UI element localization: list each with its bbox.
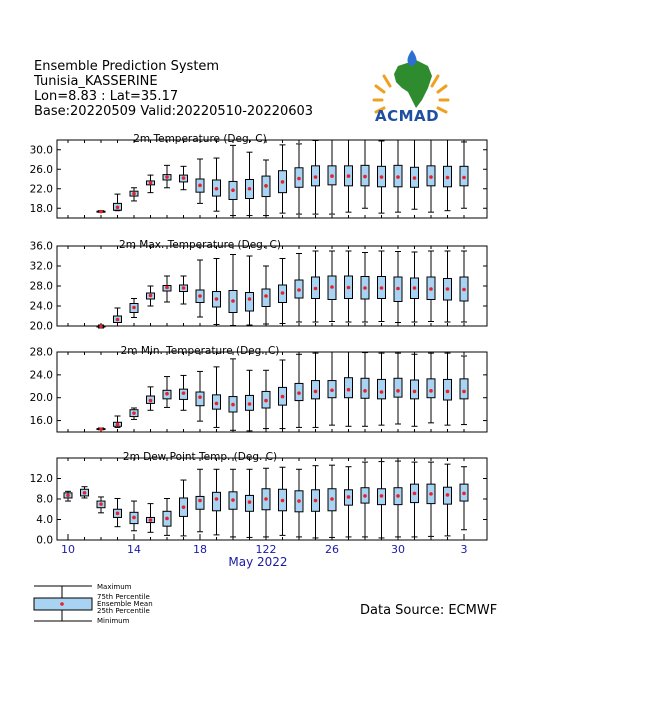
mean-marker xyxy=(363,389,367,393)
mean-marker xyxy=(396,175,400,179)
mean-marker xyxy=(165,392,169,396)
legend-mean-marker xyxy=(60,602,64,606)
mean-marker xyxy=(380,175,384,179)
mean-marker xyxy=(297,499,301,503)
mean-marker xyxy=(132,411,136,415)
mean-marker xyxy=(116,318,120,322)
y-tick-label: 24.0 xyxy=(29,369,53,382)
mean-marker xyxy=(446,176,450,180)
mean-marker xyxy=(248,187,252,191)
mean-marker xyxy=(446,390,450,394)
mean-marker xyxy=(182,176,186,180)
y-tick-label: 18.0 xyxy=(29,202,53,215)
mean-marker xyxy=(99,502,103,506)
mean-marker xyxy=(462,390,466,394)
mean-marker xyxy=(132,516,136,520)
mean-marker xyxy=(149,181,153,185)
mean-marker xyxy=(99,427,103,431)
mean-marker xyxy=(330,174,334,178)
mean-marker xyxy=(281,180,285,184)
mean-marker xyxy=(396,287,400,291)
mean-marker xyxy=(281,499,285,503)
header-line-2: Tunisia_KASSERINE xyxy=(34,74,158,89)
iqr-box xyxy=(361,378,369,398)
mean-marker xyxy=(330,285,334,289)
legend-label-p25: 25th Percentile xyxy=(97,607,150,615)
mean-marker xyxy=(462,492,466,496)
mean-marker xyxy=(182,286,186,290)
mean-marker xyxy=(297,391,301,395)
y-tick-label: 8.0 xyxy=(36,493,53,506)
mean-marker xyxy=(380,494,384,498)
legend-label-p75: 75th Percentile xyxy=(97,593,150,601)
mean-marker xyxy=(347,495,351,499)
mean-marker xyxy=(132,192,136,196)
panel-title: 2m Max. Temperature (Deg. C) xyxy=(119,239,281,251)
mean-marker xyxy=(99,210,103,214)
x-tick-label: 14 xyxy=(127,543,141,556)
y-tick-label: 20.0 xyxy=(29,392,53,405)
mean-marker xyxy=(314,499,318,503)
panel-frame xyxy=(57,352,487,432)
mean-marker xyxy=(347,174,351,178)
x-month-label: May 2022 xyxy=(228,555,288,569)
header-line-1: Ensemble Prediction System xyxy=(34,59,220,74)
mean-marker xyxy=(198,395,202,399)
mean-marker xyxy=(314,175,318,179)
mean-marker xyxy=(462,176,466,180)
y-tick-label: 4.0 xyxy=(36,514,53,526)
legend-label-mean: Ensemble Mean xyxy=(97,600,153,608)
mean-marker xyxy=(413,286,417,290)
mean-marker xyxy=(198,499,202,503)
mean-marker xyxy=(347,388,351,392)
mean-marker xyxy=(215,402,219,406)
mean-marker xyxy=(165,286,169,290)
mean-marker xyxy=(231,188,235,192)
iqr-box xyxy=(345,378,353,398)
mean-marker xyxy=(264,399,268,403)
y-tick-label: 20.0 xyxy=(29,320,53,333)
iqr-box xyxy=(196,496,204,509)
x-tick-label: 122 xyxy=(255,543,277,556)
panel-title: 2m Temperature (Deg. C) xyxy=(133,133,267,145)
x-tick-label: 26 xyxy=(325,543,339,556)
mean-marker xyxy=(248,297,252,301)
mean-marker xyxy=(198,294,202,298)
panel-title: 2m Dew Point Temp. (Deg. C) xyxy=(122,451,278,463)
x-tick-label: 10 xyxy=(61,543,75,556)
mean-marker xyxy=(429,492,433,496)
header-line-4: Base:20220509 Valid:20220510-20220603 xyxy=(34,104,314,119)
iqr-box xyxy=(460,379,468,399)
mean-marker xyxy=(380,390,384,394)
y-tick-label: 16.0 xyxy=(29,415,53,428)
mean-marker xyxy=(446,287,450,291)
mean-marker xyxy=(264,497,268,501)
mean-marker xyxy=(330,388,334,392)
mean-marker xyxy=(413,492,417,496)
mean-marker xyxy=(182,391,186,395)
data-source-label: Data Source: ECMWF xyxy=(360,603,498,618)
mean-marker xyxy=(231,403,235,407)
mean-marker xyxy=(99,325,103,329)
mean-marker xyxy=(297,288,301,292)
x-tick-label: 18 xyxy=(193,543,207,556)
mean-marker xyxy=(297,177,301,181)
x-tick-label: 30 xyxy=(391,543,405,556)
mean-marker xyxy=(347,286,351,290)
y-tick-label: 26.0 xyxy=(29,163,53,176)
mean-marker xyxy=(66,494,70,498)
mean-marker xyxy=(429,389,433,393)
mean-marker xyxy=(363,286,367,290)
mean-marker xyxy=(116,512,120,516)
y-tick-label: 36.0 xyxy=(29,240,53,253)
iqr-box xyxy=(427,379,435,398)
mean-marker xyxy=(396,389,400,393)
legend-label-minimum: Minimum xyxy=(97,617,130,625)
mean-marker xyxy=(248,500,252,504)
mean-marker xyxy=(314,390,318,394)
mean-marker xyxy=(116,423,120,427)
logo-text: ACMAD xyxy=(375,107,440,125)
iqr-box xyxy=(213,492,221,510)
y-tick-label: 28.0 xyxy=(29,280,53,293)
y-tick-label: 24.0 xyxy=(29,300,53,313)
mean-marker xyxy=(429,175,433,179)
mean-marker xyxy=(215,497,219,501)
mean-marker xyxy=(264,184,268,188)
mean-marker xyxy=(182,505,186,509)
mean-marker xyxy=(462,288,466,292)
iqr-box xyxy=(411,380,419,399)
y-tick-label: 0.0 xyxy=(36,534,53,547)
y-tick-label: 28.0 xyxy=(29,346,53,359)
mean-marker xyxy=(281,291,285,295)
mean-marker xyxy=(380,286,384,290)
mean-marker xyxy=(413,176,417,180)
mean-marker xyxy=(215,187,219,191)
mean-marker xyxy=(363,494,367,498)
mean-marker xyxy=(198,184,202,188)
header-line-3: Lon=8.83 : Lat=35.17 xyxy=(34,89,179,104)
mean-marker xyxy=(446,493,450,497)
mean-marker xyxy=(149,518,153,522)
panel-title: 2m Min. Temperature (Deg. C) xyxy=(120,345,280,357)
mean-marker xyxy=(281,395,285,399)
mean-marker xyxy=(363,175,367,179)
iqr-box xyxy=(394,378,402,397)
mean-marker xyxy=(429,287,433,291)
mean-marker xyxy=(132,306,136,310)
panel-frame xyxy=(57,458,487,540)
panel-frame xyxy=(57,246,487,326)
mean-marker xyxy=(330,497,334,501)
y-tick-label: 32.0 xyxy=(29,260,53,273)
iqr-box xyxy=(378,379,386,398)
mean-marker xyxy=(149,399,153,403)
mean-marker xyxy=(314,287,318,291)
mean-marker xyxy=(83,491,87,495)
mean-marker xyxy=(396,494,400,498)
mean-marker xyxy=(231,498,235,502)
iqr-box xyxy=(246,293,254,312)
y-tick-label: 12.0 xyxy=(29,473,53,485)
mean-marker xyxy=(165,517,169,521)
legend-label-maximum: Maximum xyxy=(97,583,132,591)
mean-marker xyxy=(413,390,417,394)
mean-marker xyxy=(149,294,153,298)
y-tick-label: 30.0 xyxy=(29,144,53,157)
mean-marker xyxy=(215,297,219,301)
mean-marker xyxy=(231,299,235,303)
mean-marker xyxy=(248,402,252,406)
mean-marker xyxy=(264,294,268,298)
mean-marker xyxy=(116,205,120,209)
x-tick-label: 3 xyxy=(460,543,468,556)
y-tick-label: 22.0 xyxy=(29,183,53,196)
mean-marker xyxy=(165,175,169,179)
